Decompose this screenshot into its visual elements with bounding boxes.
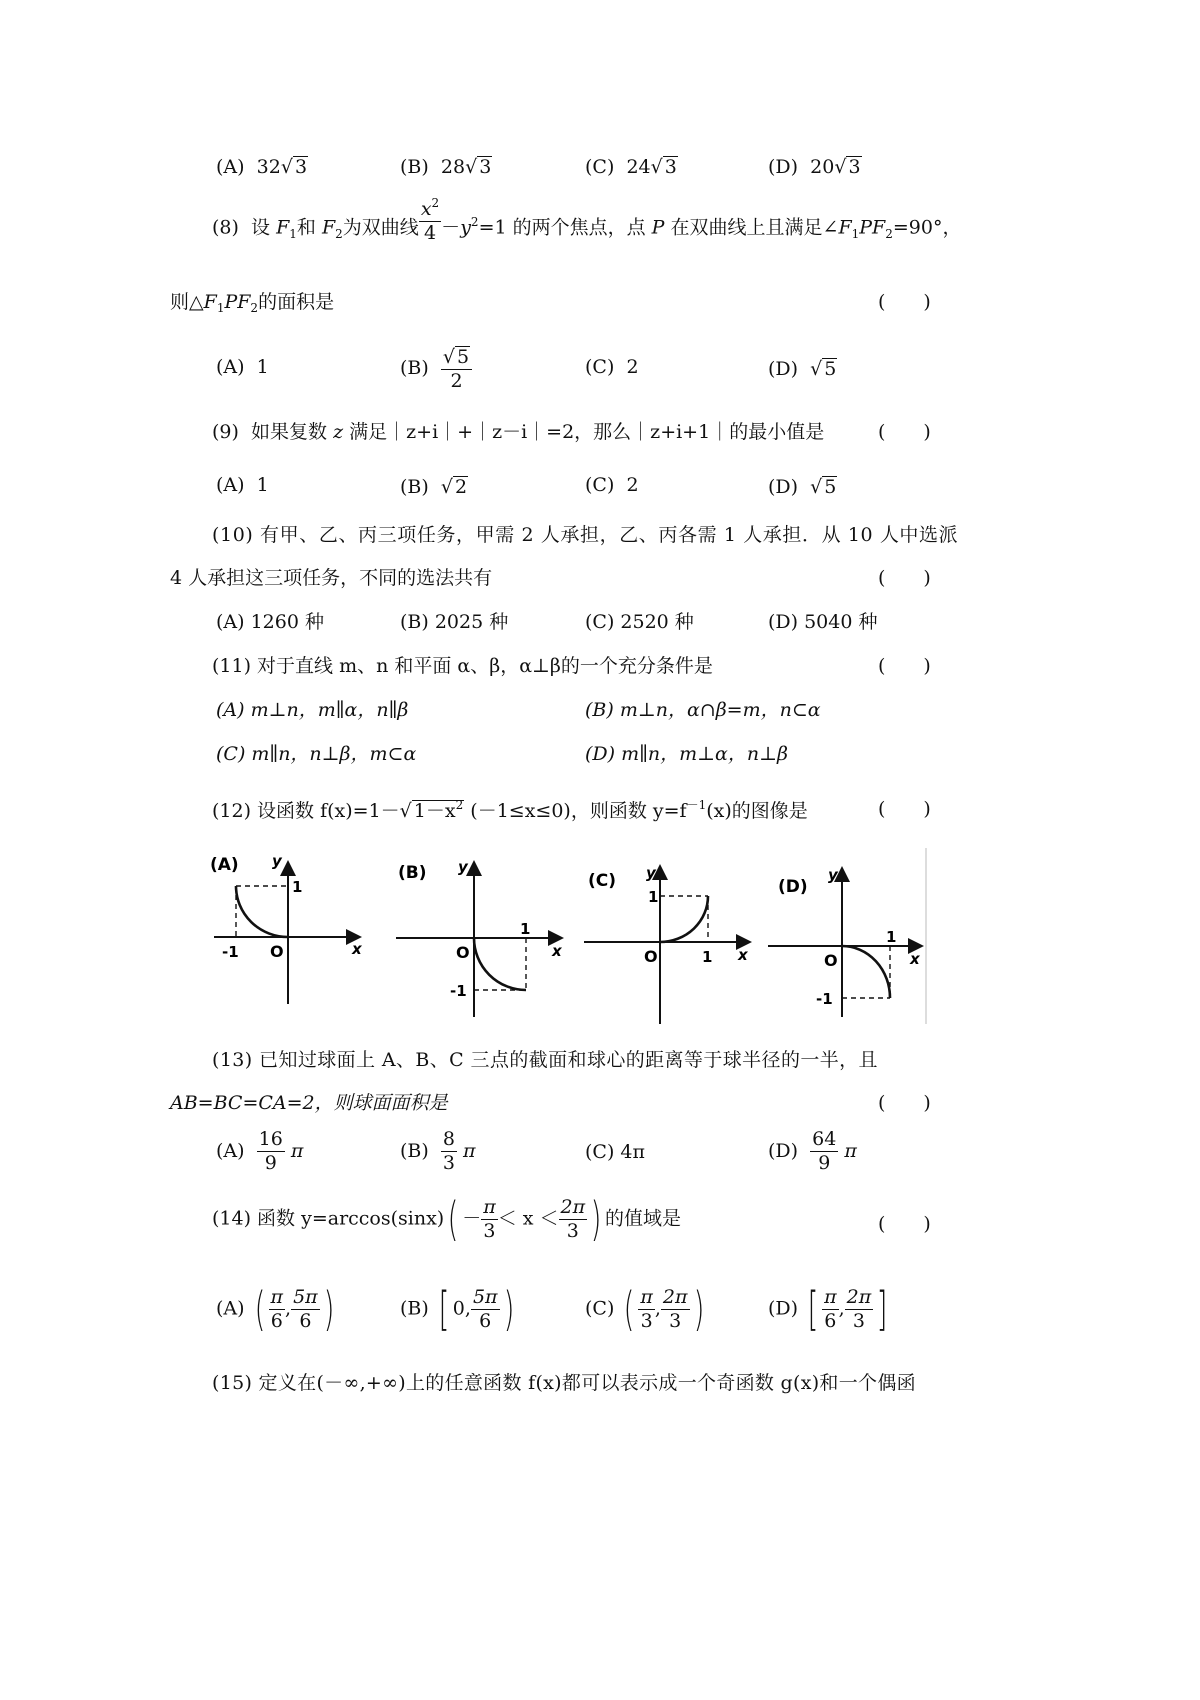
q12-stem: (12) 设函数 f(x)=1－√ $1-x^2$ (－1≤x≤0)，则函数 $y=f^{-1}(x)$的图像是: [212, 798, 808, 822]
q11-answer-paren: ( ): [878, 655, 931, 677]
q10-option-d: (D) 5040 种: [768, 611, 878, 633]
axis-label-x: x: [552, 942, 562, 960]
sqrt-sign-icon: √: [650, 156, 663, 178]
tick-label: -1: [816, 990, 833, 1008]
q8-stem-line2: 则$\triangle F_1PF_2$的面积是: [170, 291, 335, 315]
q13-stem-line1: (13) 已知过球面上 A、B、C 三点的截面和球心的距离等于球半径的一半，且: [212, 1049, 878, 1071]
graph-label: (C): [588, 871, 617, 891]
graph-label: (B): [398, 863, 427, 883]
q14-answer-paren: ( ): [878, 1213, 931, 1235]
q15-stem: (15) 定义在(－∞,+∞)上的任意函数 f(x)都可以表示成一个奇函数 g(x)和一个偶函: [212, 1372, 916, 1394]
graph-c: [584, 864, 749, 1024]
graph-a: [210, 852, 363, 1004]
origin-label: O: [644, 947, 658, 966]
q13-stem-line2: AB=BC=CA=2，则球面面积是: [170, 1092, 448, 1114]
origin-label: O: [824, 951, 838, 970]
q14-stem: (14) 函数 y=arccos(sinx)( － $\frac{\pi}{3}$ ＜ x ＜ $\frac{2\pi}{3}$ ) 的值域是: [212, 1192, 682, 1246]
graph-d: [768, 866, 921, 1017]
q11-stem: (11) 对于直线 m、n 和平面 α、β，α⊥β的一个充分条件是: [212, 655, 713, 677]
q9-answer-paren: ( ): [878, 421, 931, 443]
q11-option-d: (D) m∥n，m⊥α，n⊥β: [585, 743, 788, 765]
tick-label: -1: [222, 943, 239, 961]
q11-option-c: (C) m∥n，n⊥β，m⊂α: [216, 743, 417, 765]
axis-label-y: y: [458, 858, 468, 876]
sqrt-sign-icon: √: [442, 346, 455, 368]
graph-label: (A): [210, 855, 239, 875]
q12-graphs: [196, 842, 956, 1032]
sqrt-sign-icon: √: [834, 156, 847, 178]
q10-stem-line2: 4 人承担这三项任务，不同的选法共有: [170, 567, 493, 589]
axis-label-y: y: [646, 864, 656, 882]
axis-label-x: x: [910, 950, 920, 968]
q10-answer-paren: ( ): [878, 567, 931, 589]
q10-option-b: (B) 2025 种: [400, 611, 509, 633]
q10-option-c: (C) 2520 种: [585, 611, 694, 633]
tick-label: 1: [292, 878, 303, 896]
q12-answer-paren: ( ): [878, 798, 931, 820]
tick-label: 1: [886, 928, 897, 946]
q8-stem-line1: (8) 设 $F_1$和 $F_2$为双曲线 $\frac{x^2}{4}$ $-y^2=1$ 的两个焦点，点 P 在双曲线上且满足$\angle F_1PF_2=90^\circ$，: [212, 196, 962, 244]
q10-option-a: (A) 1260 种: [216, 611, 324, 633]
sqrt-sign-icon: √: [440, 476, 453, 498]
tick-label: 1: [702, 948, 713, 966]
axis-label-x: x: [352, 940, 362, 958]
sqrt-sign-icon: √: [810, 476, 823, 498]
sqrt-sign-icon: √: [399, 800, 412, 822]
axis-label-y: y: [828, 866, 838, 884]
q11-option-b: (B) m⊥n，α∩β=m，n⊂α: [585, 699, 821, 721]
q13-answer-paren: ( ): [878, 1092, 931, 1114]
tick-label: -1: [450, 982, 467, 1000]
sqrt-sign-icon: √: [465, 156, 478, 178]
origin-label: O: [456, 943, 470, 962]
q10-stem-line1: (10) 有甲、乙、丙三项任务，甲需 2 人承担，乙、丙各需 1 人承担．从 10 人中选派: [212, 524, 959, 546]
axis-label-x: x: [738, 946, 748, 964]
axis-label-y: y: [272, 852, 282, 870]
q14-options: (A) ( $\frac{\pi}{6}$ , $\frac{5\pi}{6}$ ) (B) [ 0, $\frac{5\pi}{6}$ ) (C) ( $\frac{\pi}{3}$ , $\frac{2\pi}{3}$ ) (D) [ $\frac{\pi}{6}$ , $\frac{2\pi}{3}$ ]: [216, 1282, 888, 1336]
tick-label: 1: [520, 920, 531, 938]
graph-label: (D): [778, 877, 808, 897]
q8-answer-paren: ( ): [878, 291, 931, 313]
sqrt-sign-icon: √: [810, 358, 823, 380]
tick-label: 1: [648, 888, 659, 906]
q9-stem: (9) 如果复数 z 满足｜z+i｜+｜z－i｜=2，那么｜z+i+1｜的最小值是: [212, 421, 825, 443]
origin-label: O: [270, 942, 284, 961]
q11-option-a: (A) m⊥n，m∥α，n∥β: [216, 699, 409, 721]
sqrt-sign-icon: √: [280, 156, 293, 178]
graph-b: [396, 858, 563, 1017]
q13-options: (A) $\frac{16}{9}$ π (B) $\frac{8}{3}$ π (C) 4π (D) $\frac{64}{9}$ π: [216, 1128, 857, 1174]
